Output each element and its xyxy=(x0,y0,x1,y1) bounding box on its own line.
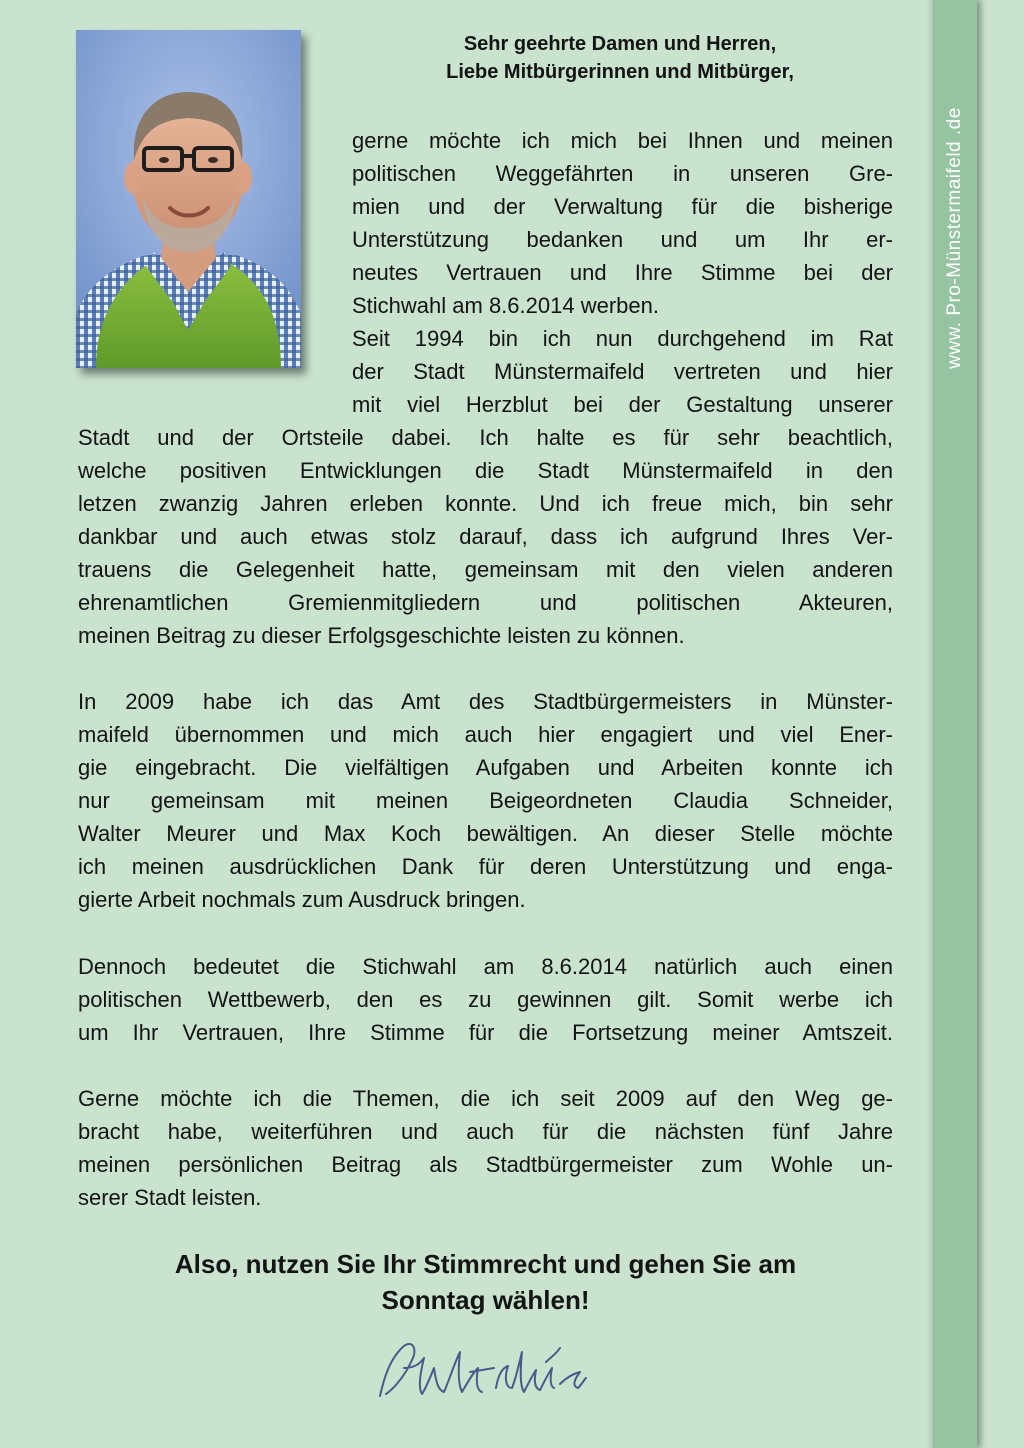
text-line: politischen Wettbewerb, den es zu gewinnen gilt. Somit werbe ich xyxy=(78,987,893,1012)
text-line: Dennoch bedeutet die Stichwahl am 8.6.2014 natürlich auch einen xyxy=(78,954,893,979)
text-line: bracht habe, weiterführen und auch für die nächsten fünf Jahre xyxy=(78,1119,893,1144)
portrait-photo-icon xyxy=(76,30,301,368)
text-line: meinen persönlichen Beitrag als Stadtbürgermeister zum Wohle un- xyxy=(78,1152,893,1177)
closing-line: Sonntag wählen! xyxy=(381,1285,590,1315)
text-line: meinen Beitrag zu dieser Erfolgsgeschichte leisten zu können. xyxy=(78,623,685,648)
text-line: Seit 1994 bin ich nun durchgehend im Rat xyxy=(352,326,893,351)
paragraph-3 xyxy=(78,950,893,1049)
text-line: dankbar und auch etwas stolz darauf, dass ich aufgrund Ihres Ver- xyxy=(78,524,893,549)
text-line: nur gemeinsam mit meinen Beigeordneten Claudia Schneider, xyxy=(78,788,893,813)
paragraph-4 xyxy=(78,1082,893,1214)
side-bar-shadow xyxy=(926,0,933,1448)
paragraph-1 xyxy=(78,421,893,652)
text-line: gerne möchte ich mich bei Ihnen und meinen xyxy=(352,128,893,153)
text-line: gierte Arbeit nochmals zum Ausdruck bringen. xyxy=(78,887,526,912)
text-line: welche positiven Entwicklungen die Stadt Münstermaifeld in den xyxy=(78,458,893,483)
intro-paragraph xyxy=(352,124,893,421)
text-line: ehrenamtlichen Gremienmitgliedern und politischen Akteuren, xyxy=(78,590,893,615)
signature-icon xyxy=(374,1338,590,1404)
text-line: gie eingebracht. Die vielfältigen Aufgaben und Arbeiten konnte ich xyxy=(78,755,893,780)
text-line: ich meinen ausdrücklichen Dank für deren Unterstützung und enga- xyxy=(78,854,893,879)
greeting xyxy=(345,30,895,86)
text-line: trauens die Gelegenheit hatte, gemeinsam mit den vielen anderen xyxy=(78,557,893,582)
text-line: mien und der Verwaltung für die bisherige xyxy=(352,194,893,219)
greeting-line: Liebe Mitbürgerinnen und Mitbürger, xyxy=(446,61,794,83)
text-line: der Stadt Münstermaifeld vertreten und hier xyxy=(352,359,893,384)
website-url: www. Pro-Münstermaifeld .de xyxy=(944,107,965,369)
closing-appeal xyxy=(78,1246,893,1318)
text-line: neutes Vertrauen und Ihre Stimme bei der xyxy=(352,260,893,285)
text-line: politischen Weggefährten in unseren Gre- xyxy=(352,161,893,186)
text-line: letzen zwanzig Jahren erleben konnte. Und ich freue mich, bin sehr xyxy=(78,491,893,516)
greeting-line: Sehr geehrte Damen und Herren, xyxy=(463,33,777,55)
text-line: maifeld übernommen und mich auch hier engagiert und viel Ener- xyxy=(78,722,893,747)
closing-line: Also, nutzen Sie Ihr Stimmrecht und gehen Sie am xyxy=(174,1249,797,1279)
text-line: In 2009 habe ich das Amt des Stadtbürgermeisters in Münster- xyxy=(78,689,893,714)
text-line: Stichwahl am 8.6.2014 werben. xyxy=(352,293,659,318)
paragraph-2 xyxy=(78,685,893,916)
portrait-photo xyxy=(76,30,301,368)
text-line: mit viel Herzblut bei der Gestaltung unserer xyxy=(352,392,893,417)
text-line: Gerne möchte ich die Themen, die ich seit 2009 auf den Weg ge- xyxy=(78,1086,893,1111)
text-line: Stadt und der Ortsteile dabei. Ich halte es für sehr beachtlich, xyxy=(78,425,893,450)
text-line: Unterstützung bedanken und um Ihr er- xyxy=(352,227,893,252)
text-line: Walter Meurer und Max Koch bewältigen. An dieser Stelle möchte xyxy=(78,821,893,846)
text-line: um Ihr Vertrauen, Ihre Stimme für die Fortsetzung meiner Amtszeit. xyxy=(78,1020,893,1045)
text-line: serer Stadt leisten. xyxy=(78,1185,262,1210)
